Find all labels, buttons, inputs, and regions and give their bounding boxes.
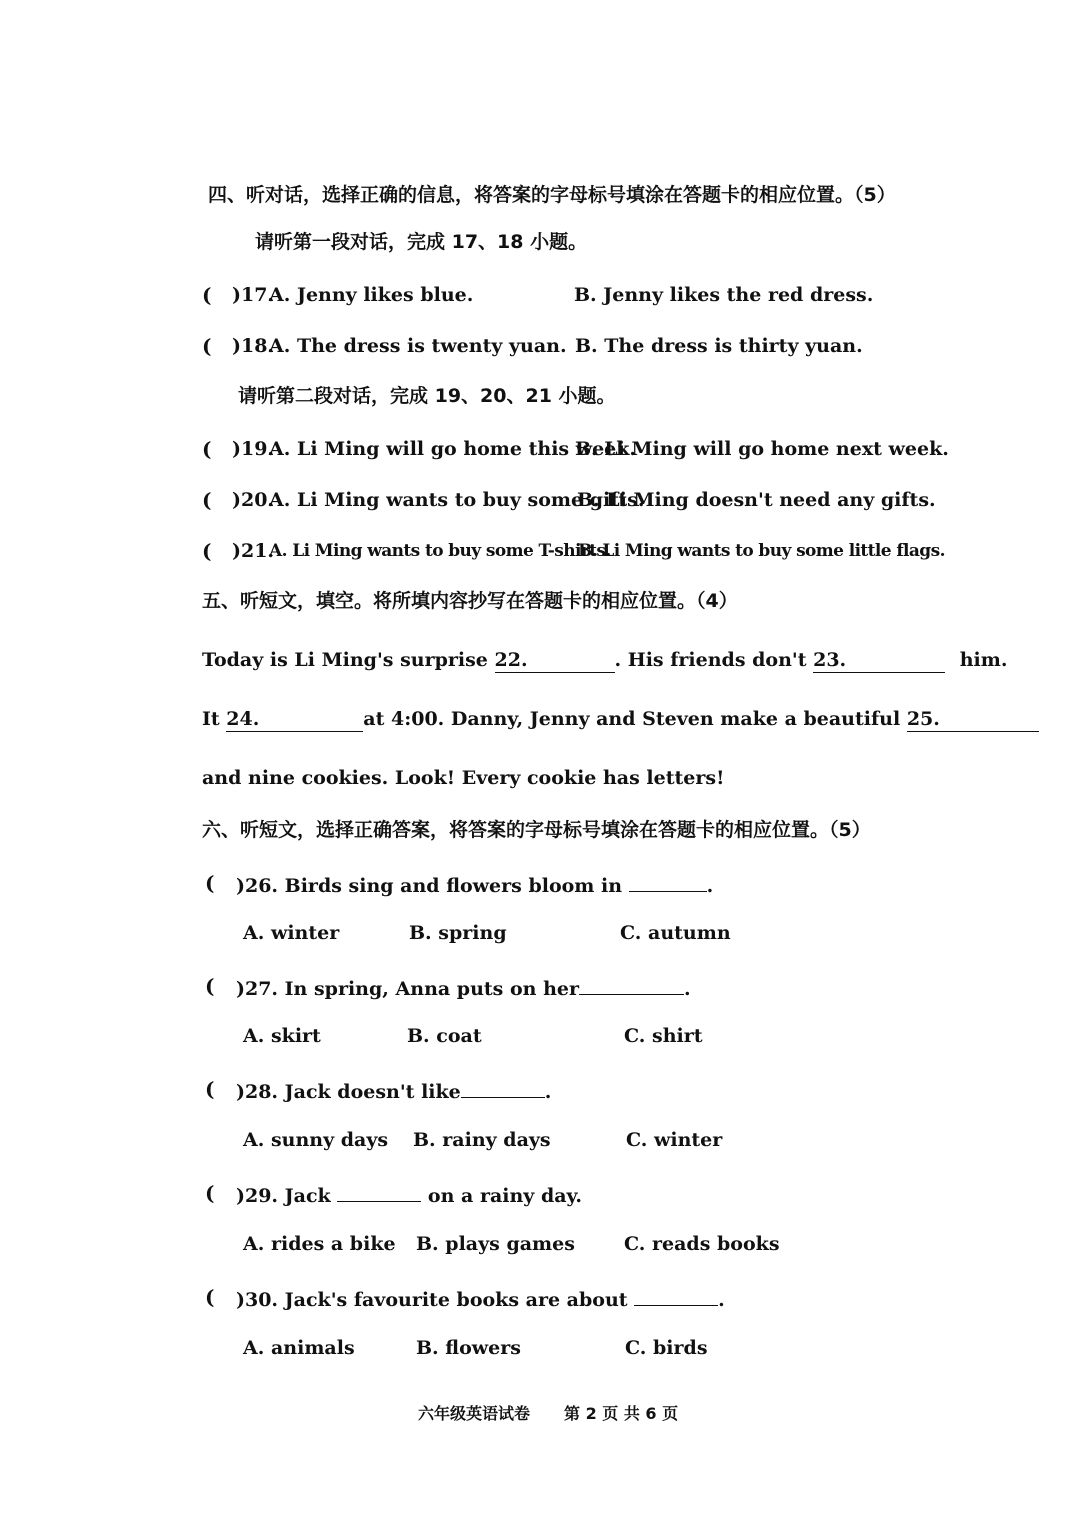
question-28-option-a: A. sunny days	[243, 1129, 389, 1151]
question-28-stem	[236, 1077, 551, 1104]
blank-25-number: 25.	[906, 708, 940, 730]
section-4-sub-2: 请听第二段对话，完成 19、20、21 小题。	[238, 385, 616, 407]
cloze-text-1c: him.	[953, 649, 1008, 671]
question-29-option-b: B. plays games	[416, 1233, 575, 1255]
blank-22[interactable]	[495, 648, 615, 673]
answer-paren: (	[205, 1077, 215, 1101]
question-29-option-a: A. rides a bike	[243, 1233, 396, 1255]
question-19-option-a: A. Li Ming will go home this week.	[269, 438, 637, 460]
section-6-heading: 六、听短文，选择正确答案，将答案的字母标号填涂在答题卡的相应位置。（5）	[202, 819, 871, 841]
question-28-option-c: C. winter	[626, 1129, 723, 1151]
question-26-option-b: B. spring	[409, 922, 507, 944]
question-21-option-b: B. Li Ming wants to buy some little flags.	[578, 541, 945, 561]
question-18-option-b: B. The dress is thirty yuan.	[575, 335, 863, 357]
question-27-text: )27. In spring, Anna puts on her	[236, 978, 580, 1000]
answer-paren: (	[202, 283, 212, 307]
cloze-text-2a: It	[202, 708, 227, 730]
answer-paren: (	[205, 1181, 215, 1205]
question-30-option-c: C. birds	[625, 1337, 708, 1359]
question-30-option-b: B. flowers	[416, 1337, 521, 1359]
section-5-heading: 五、听短文，填空。将所填内容抄写在答题卡的相应位置。（4）	[202, 590, 738, 612]
footer-page-number: 第 2 页 共 6 页	[564, 1404, 679, 1423]
question-29-end: on a rainy day.	[421, 1185, 583, 1207]
blank-22-number: 22.	[494, 649, 528, 671]
answer-paren: (	[202, 488, 212, 512]
question-26-end: .	[706, 875, 714, 897]
question-26-option-a: A. winter	[243, 922, 340, 944]
question-27-end: .	[684, 978, 691, 1000]
answer-paren: (	[202, 539, 212, 563]
answer-blank[interactable]	[337, 1181, 421, 1202]
question-26-stem	[236, 871, 713, 898]
question-18-option-a: A. The dress is twenty yuan.	[269, 335, 567, 357]
question-27-option-a: A. skirt	[243, 1025, 321, 1047]
cloze-line-2	[202, 707, 1039, 732]
cloze-text-2b: at 4:00. Danny, Jenny and Steven make a beautiful	[363, 708, 907, 730]
answer-paren: (	[205, 871, 215, 895]
cloze-text-1a: Today is Li Ming's surprise	[202, 649, 495, 671]
question-28-end: .	[544, 1081, 552, 1103]
question-28-option-b: B. rainy days	[413, 1129, 551, 1151]
answer-blank[interactable]	[579, 974, 684, 995]
question-17-text-a: A. Jenny likes blue.	[269, 284, 474, 306]
question-21-option-a: A. Li Ming wants to buy some T-shirts.	[269, 541, 611, 561]
answer-blank[interactable]	[629, 871, 707, 892]
cloze-text-1b: . His friends don't	[614, 649, 814, 671]
question-20-num: )20.	[232, 489, 275, 511]
cloze-line-1	[202, 648, 1007, 673]
blank-24-number: 24.	[226, 708, 260, 730]
answer-blank[interactable]	[461, 1077, 545, 1098]
cloze-line-3: and nine cookies. Look! Every cookie has letters!	[202, 767, 725, 789]
question-17-option-b: B. Jenny likes the red dress.	[574, 284, 874, 306]
answer-blank[interactable]	[634, 1285, 718, 1306]
question-17-option-a: )17.	[232, 284, 275, 306]
answer-paren: (	[205, 974, 215, 998]
question-29-stem	[236, 1181, 582, 1208]
question-30-text: )30. Jack's favourite books are about	[236, 1289, 635, 1311]
question-27-option-b: B. coat	[407, 1025, 482, 1047]
question-30-stem	[236, 1285, 725, 1312]
section-4-sub-1: 请听第一段对话，完成 17、18 小题。	[255, 231, 588, 253]
answer-paren: (	[205, 1285, 215, 1309]
question-29-text: )29. Jack	[236, 1185, 338, 1207]
question-18-num: )18.	[232, 335, 275, 357]
blank-23[interactable]	[813, 648, 945, 673]
question-29-option-c: C. reads books	[624, 1233, 780, 1255]
blank-25[interactable]	[907, 707, 1039, 732]
question-27-stem	[236, 974, 691, 1001]
question-20-option-b: B. Li Ming doesn't need any gifts.	[577, 489, 936, 511]
answer-paren: (	[202, 437, 212, 461]
question-26-text: )26. Birds sing and flowers bloom in	[236, 875, 629, 897]
question-19-option-b: B. Li Ming will go home next week.	[575, 438, 949, 460]
question-30-option-a: A. animals	[243, 1337, 355, 1359]
answer-paren: (	[202, 334, 212, 358]
question-27-option-c: C. shirt	[624, 1025, 703, 1047]
question-30-end: .	[718, 1289, 725, 1311]
section-4-heading: 四、听对话，选择正确的信息，将答案的字母标号填涂在答题卡的相应位置。（5）	[208, 184, 896, 206]
question-19-num: )19.	[232, 438, 275, 460]
question-28-text: )28. Jack doesn't like	[236, 1081, 461, 1103]
question-21-num: )21.	[232, 540, 275, 562]
question-20-option-a: A. Li Ming wants to buy some gifts.	[269, 489, 645, 511]
blank-23-number: 23.	[813, 649, 847, 671]
blank-24[interactable]	[226, 707, 363, 732]
footer-title: 六年级英语试卷	[418, 1404, 531, 1423]
question-26-option-c: C. autumn	[620, 922, 731, 944]
